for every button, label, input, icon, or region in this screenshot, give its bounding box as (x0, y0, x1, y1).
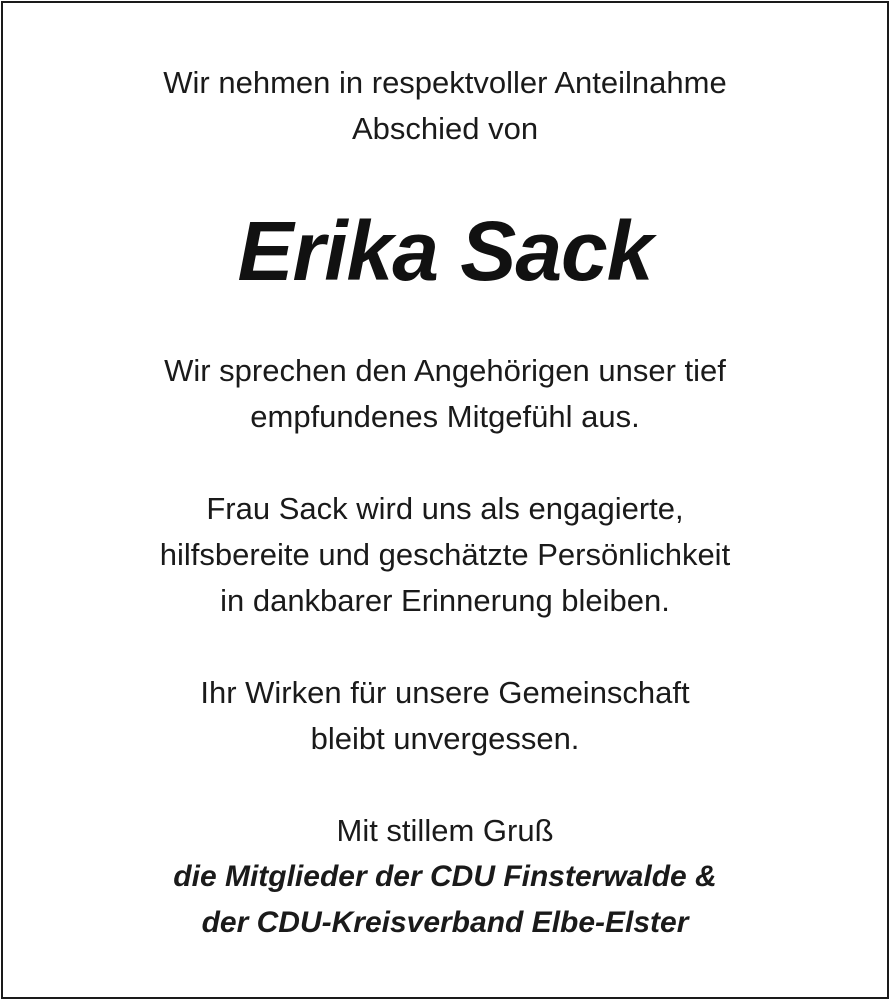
closing-greeting: Mit stillem Gruß (336, 813, 554, 848)
legacy-line-2: bleibt unvergessen. (310, 721, 580, 756)
condolence-line-2: empfundenes Mitgefühl aus. (250, 399, 640, 434)
memory-line-1: Frau Sack wird uns als engagierte, (206, 491, 684, 526)
condolence-line-1: Wir sprechen den Angehörigen unser tief (164, 353, 726, 388)
intro-line-2: Abschied von (351, 111, 539, 146)
signature-line-1: die Mitglieder der CDU Finsterwalde & (173, 860, 717, 893)
signature-line-2: der CDU-Kreisverband Elbe-Elster (201, 906, 689, 939)
notice-content (3, 3, 887, 997)
legacy-line-1: Ihr Wirken für unsere Gemeinschaft (200, 675, 690, 710)
deceased-name: Erika Sack (237, 204, 653, 298)
intro-line-1: Wir nehmen in respektvoller Anteilnahme (163, 65, 727, 100)
memory-line-2: hilfsbereite und geschätzte Persönlichkeit (159, 537, 731, 572)
memory-line-3: in dankbarer Erinnerung bleiben. (220, 583, 670, 618)
notice-frame (1, 1, 889, 999)
